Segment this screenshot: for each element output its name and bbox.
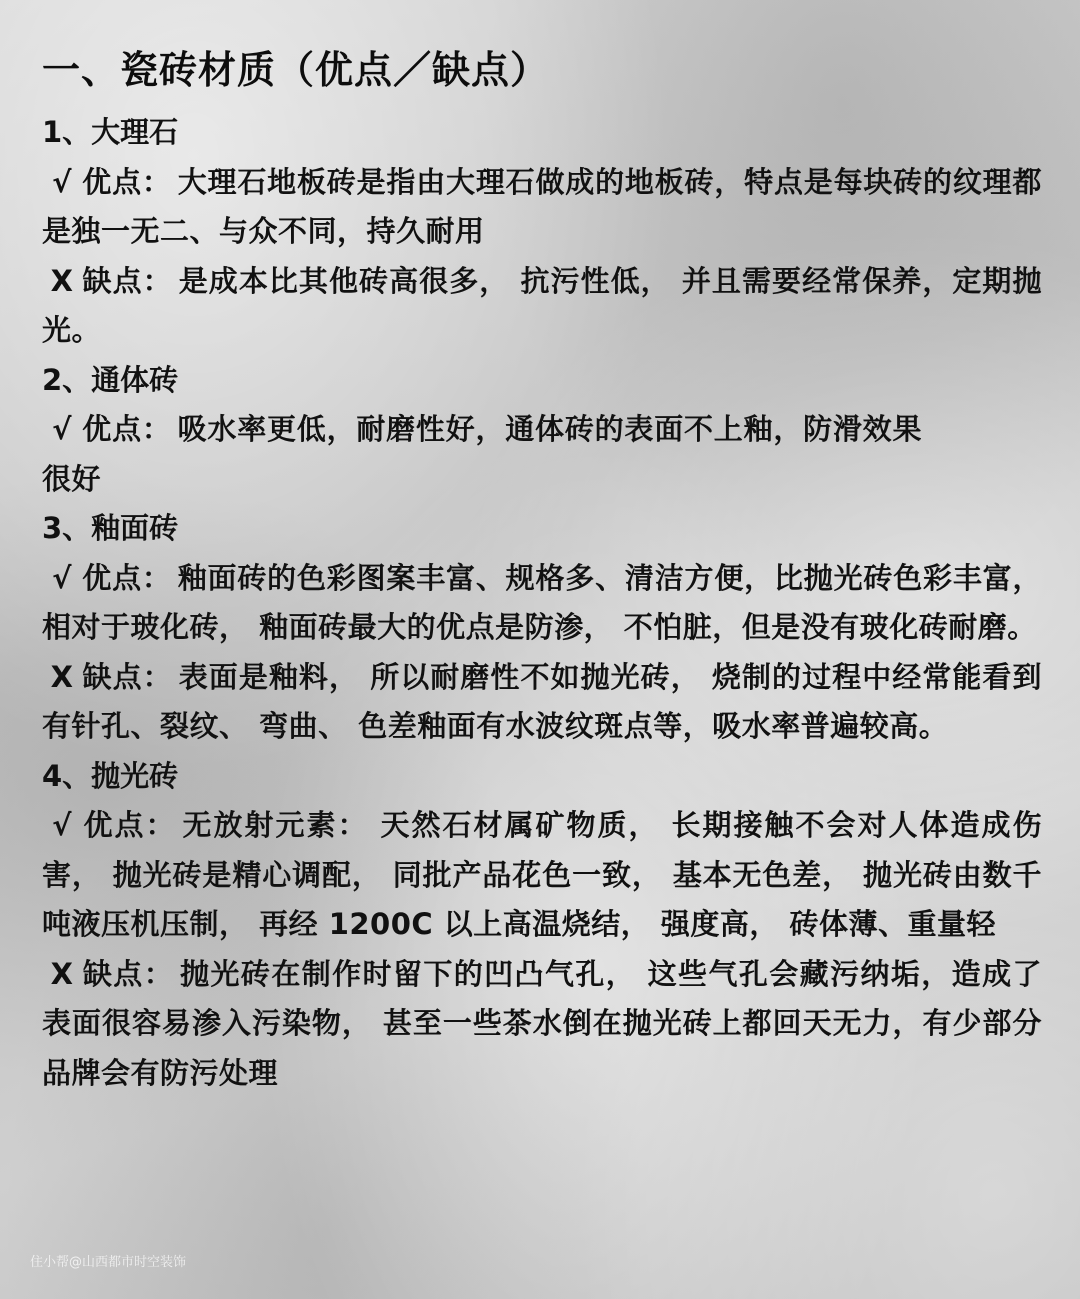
pros-paragraph — [42, 554, 1042, 653]
cross-mark-icon: X — [50, 659, 74, 694]
watermark: 住小帮@山西都市时空装饰 — [30, 1255, 187, 1270]
cons-paragraph — [42, 257, 1042, 356]
pros-text: 大理石地板砖是指由大理石做成的地板砖，特点是每块砖的纹理都是独一无二、与众不同，持久耐用 — [42, 164, 1042, 248]
pros-text: 无放射元素： 天然石材属矿物质， 长期接触不会对人体造成伤害， 抛光砖是精心调配， 同批产品花色一致， 基本无色差， 抛光砖由数千吨液压机压制， 再经 1200C 以上高温烧结， 强度高， 砖体薄、重量轻 — [42, 808, 1042, 941]
pros-paragraph — [42, 158, 1042, 257]
page-title: 一、瓷砖材质（优点／缺点） — [42, 48, 550, 92]
cons-label: 缺点： — [82, 956, 175, 991]
section-heading: 4、抛光砖 — [42, 758, 179, 793]
cons-text: 抛光砖在制作时留下的凹凸气孔， 这些气孔会藏污纳垢，造成了表面很容易渗入污染物， 甚至一些茶水倒在抛光砖上都回天无力，有少部分品牌会有防污处理 — [42, 956, 1042, 1090]
section-glazed-tile — [42, 504, 1042, 752]
pros-label: 优点： — [82, 412, 172, 446]
pros-text: 釉面砖的色彩图案丰富、规格多、清洁方便，比抛光砖色彩丰富， 相对于玻化砖， 釉面砖最大的优点是防渗， 不怕脏，但是没有玻化砖耐磨。 — [42, 560, 1042, 644]
article — [42, 44, 1042, 1098]
pros-paragraph — [42, 405, 922, 504]
check-mark-icon: √ — [52, 560, 72, 595]
section-polished-tile — [42, 752, 1042, 1099]
cross-mark-icon: X — [50, 263, 74, 298]
pros-label: 优点： — [82, 808, 177, 842]
pros-label: 优点： — [82, 560, 172, 595]
section-heading: 3、釉面砖 — [42, 511, 179, 545]
section-full-body-tile — [42, 356, 1042, 505]
cons-label: 缺点： — [82, 263, 173, 298]
pros-paragraph — [42, 801, 1042, 950]
section-heading: 1、大理石 — [42, 115, 179, 149]
pros-label: 优点： — [82, 164, 172, 199]
section-marble — [42, 108, 1042, 356]
pros-text: 吸水率更低，耐磨性好，通体砖的表面不上釉，防滑效果很好 — [42, 412, 922, 496]
cross-mark-icon: X — [50, 956, 74, 991]
cons-text: 表面是釉料， 所以耐磨性不如抛光砖， 烧制的过程中经常能看到有针孔、裂纹、 弯曲、 色差釉面有水波纹斑点等，吸水率普遍较高。 — [42, 659, 1042, 743]
cons-paragraph — [42, 653, 1042, 752]
cons-paragraph — [42, 950, 1042, 1099]
section-heading: 2、通体砖 — [42, 362, 179, 397]
check-mark-icon: √ — [52, 164, 72, 199]
cons-text: 是成本比其他砖高很多， 抗污性低， 并且需要经常保养，定期抛光。 — [42, 263, 1042, 347]
check-mark-icon: √ — [52, 808, 72, 842]
cons-label: 缺点： — [82, 659, 173, 694]
check-mark-icon: √ — [52, 412, 72, 446]
